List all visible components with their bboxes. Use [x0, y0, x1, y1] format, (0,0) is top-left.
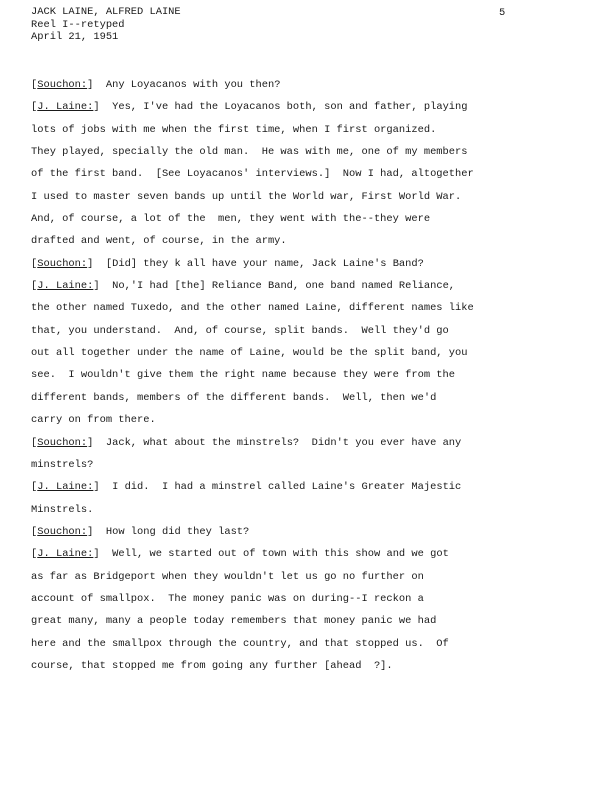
line-text: Jack, what about the minstrels? Didn't you ever have any [93, 436, 462, 449]
line-text: account of smallpox. The money panic was on during--I reckon a [31, 592, 424, 605]
transcript-line [31, 342, 591, 364]
line-text: Any Loyacanos with you then? [93, 79, 281, 91]
line-text: [Did] they k all have your name, Jack Laine's Band? [93, 257, 424, 270]
transcript-line [31, 163, 591, 185]
speaker-bracket-close: ] [93, 548, 100, 561]
header-date: April 21, 1951 [31, 31, 119, 43]
transcript-line [31, 253, 591, 275]
transcript-line [31, 432, 591, 454]
speaker-label: Souchon: [37, 436, 88, 449]
line-text: of the first band. [See Loyacanos' interviews.] Now I had, altogether [31, 168, 474, 181]
transcript-line [31, 476, 591, 498]
line-text: carry on from there. [31, 414, 156, 427]
transcript-line [31, 275, 591, 297]
transcript-line [31, 119, 591, 141]
transcript-line [31, 96, 591, 118]
line-text: minstrels? [31, 458, 94, 471]
transcript-line [31, 610, 591, 632]
speaker-bracket-open: [ [31, 436, 38, 449]
transcript-line [31, 655, 591, 677]
line-text: drafted and went, of course, in the army. [31, 235, 287, 248]
line-text: Well, we started out of town with this show and we got [99, 548, 449, 561]
speaker-bracket-close: ] [87, 79, 94, 91]
speaker-bracket-open: [ [31, 280, 38, 293]
line-text: And, of course, a lot of the men, they went with the--they were [31, 213, 431, 226]
transcript-line [31, 499, 591, 521]
speaker-label: Souchon: [37, 79, 88, 91]
speaker-label: J. Laine: [37, 101, 94, 114]
line-text: Yes, I've had the Loyacanos both, son and father, playing [99, 101, 468, 114]
transcript-line [31, 454, 591, 476]
transcript-line [31, 566, 591, 588]
line-text: lots of jobs with me when the first time, when I first organized. [31, 123, 437, 136]
speaker-bracket-close: ] [93, 101, 100, 114]
header-reel: Reel I--retyped [31, 18, 125, 31]
transcript-line [31, 230, 591, 252]
line-text: out all together under the name of Laine, would be the split band, you [31, 347, 468, 360]
speaker-label: Souchon: [37, 257, 88, 270]
line-text: Minstrels. [31, 503, 94, 516]
speaker-label: J. Laine: [37, 548, 94, 561]
speaker-bracket-close: ] [87, 436, 94, 449]
transcript-line [31, 364, 591, 386]
speaker-bracket-open: [ [31, 525, 38, 538]
transcript-line [31, 297, 591, 319]
speaker-bracket-close: ] [87, 525, 94, 538]
transcript-line [31, 74, 591, 96]
line-text: see. I wouldn't give them the right name because they were from the [31, 369, 456, 382]
line-text: No,'I had [the] Reliance Band, one band named Reliance, [99, 280, 456, 293]
line-text: different bands, members of the different bands. Well, then we'd [31, 391, 437, 404]
speaker-label: Souchon: [37, 525, 88, 538]
transcript-body [31, 74, 591, 677]
speaker-bracket-close: ] [93, 280, 100, 293]
line-text: course, that stopped me from going any further [ahead ?]. [31, 659, 393, 672]
speaker-label: J. Laine: [37, 481, 94, 494]
page-header [31, 6, 181, 44]
header-names: JACK LAINE, ALFRED LAINE [31, 6, 181, 18]
line-text: I used to master seven bands up until the World war, First World War. [31, 190, 462, 203]
transcript-line [31, 543, 591, 565]
line-text: that, you understand. And, of course, split bands. Well they'd go [31, 324, 449, 337]
transcript-line [31, 633, 591, 655]
transcript-line [31, 521, 591, 543]
line-text: They played, specially the old man. He was with me, one of my members [31, 146, 468, 159]
speaker-bracket-open: [ [31, 481, 38, 494]
line-text: How long did they last? [93, 525, 250, 538]
speaker-bracket-close: ] [87, 257, 94, 270]
line-text: here and the smallpox through the country, and that stopped us. Of [31, 637, 449, 650]
line-text: I did. I had a minstrel called Laine's Greater Majestic [99, 481, 462, 494]
line-text: great many, many a people today remembers that money panic we had [31, 615, 437, 628]
speaker-bracket-open: [ [31, 548, 38, 561]
speaker-bracket-open: [ [31, 257, 38, 270]
page-number: 5 [499, 7, 506, 19]
transcript-line [31, 387, 591, 409]
speaker-bracket-open: [ [31, 79, 38, 91]
transcript-line [31, 141, 591, 163]
transcript-line [31, 186, 591, 208]
speaker-bracket-close: ] [93, 481, 100, 494]
transcript-line [31, 409, 591, 431]
speaker-bracket-open: [ [31, 101, 38, 114]
line-text: the other named Tuxedo, and the other named Laine, different names like [31, 302, 474, 315]
transcript-line [31, 208, 591, 230]
transcript-line [31, 320, 591, 342]
line-text: as far as Bridgeport when they wouldn't let us go no further on [31, 570, 424, 583]
transcript-line [31, 588, 591, 610]
speaker-label: J. Laine: [37, 280, 94, 293]
